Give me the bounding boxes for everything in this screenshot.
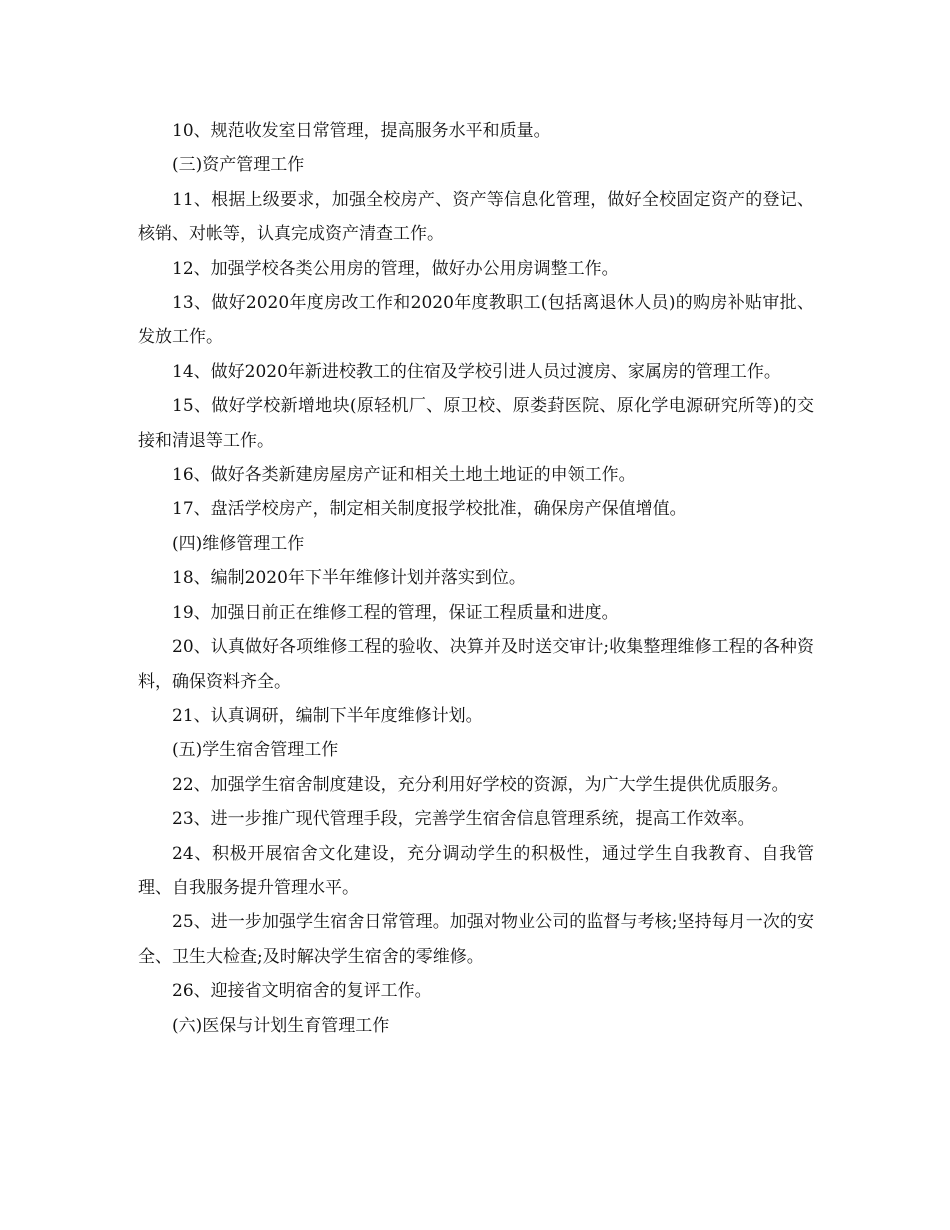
paragraph-item-20: 20、认真做好各项维修工程的验收、决算并及时送交审计;收集整理维修工程的各种资料，确保资料齐全。	[138, 637, 814, 692]
paragraph-item-13: 13、做好2020年度房改工作和2020年度教职工(包括离退休人员)的购房补贴审批、发放工作。	[138, 293, 814, 348]
paragraph-item-12: 12、加强学校各类公用房的管理，做好办公用房调整工作。	[172, 258, 619, 279]
paragraph-item-11: 11、根据上级要求，加强全校房产、资产等信息化管理，做好全校固定资产的登记、核销、对帐等，认真完成资产清查工作。	[138, 189, 814, 245]
section-heading-dormitory: (五)学生宿舍管理工作	[172, 740, 339, 761]
paragraph-item-15: 15、做好学校新增地块(原轻机厂、原卫校、原娄葑医院、原化学电源研究所等)的交接和清退等工作。	[138, 396, 814, 451]
paragraph-item-19: 19、加强日前正在维修工程的管理，保证工程质量和进度。	[172, 602, 619, 623]
section-heading-assets: (三)资产管理工作	[172, 155, 305, 176]
paragraph-item-21: 21、认真调研，编制下半年度维修计划。	[172, 705, 483, 726]
paragraph-item-17: 17、盘活学校房产，制定相关制度报学校批准，确保房产保值增值。	[172, 499, 687, 520]
section-heading-medical: (六)医保与计划生育管理工作	[172, 1015, 390, 1036]
paragraph-item-26: 26、迎接省文明宿舍的复评工作。	[172, 981, 432, 1002]
paragraph-item-22: 22、加强学生宿舍制度建设，充分利用好学校的资源，为广大学生提供优质服务。	[172, 774, 789, 795]
paragraph-item-16: 16、做好各类新建房屋房产证和相关土地土地证的申领工作。	[172, 465, 636, 486]
document-body	[138, 114, 814, 1043]
paragraph-item-25: 25、进一步加强学生宿舍日常管理。加强对物业公司的监督与考核;坚持每月一次的安全、卫生大检查;及时解决学生宿舍的零维修。	[138, 912, 814, 967]
paragraph-item-18: 18、编制2020年下半年维修计划并落实到位。	[172, 568, 526, 589]
paragraph-item-24: 24、积极开展宿舍文化建设，充分调动学生的积极性，通过学生自我教育、自我管理、自我服务提升管理水平。	[138, 843, 814, 898]
section-heading-maintenance: (四)维修管理工作	[172, 533, 305, 554]
paragraph-item-23: 23、进一步推广现代管理手段，完善学生宿舍信息管理系统，提高工作效率。	[172, 809, 755, 830]
paragraph-item-14: 14、做好2020年新进校教工的住宿及学校引进人员过渡房、家属房的管理工作。	[172, 361, 781, 382]
paragraph-item-10: 10、规范收发室日常管理，提高服务水平和质量。	[172, 121, 551, 141]
